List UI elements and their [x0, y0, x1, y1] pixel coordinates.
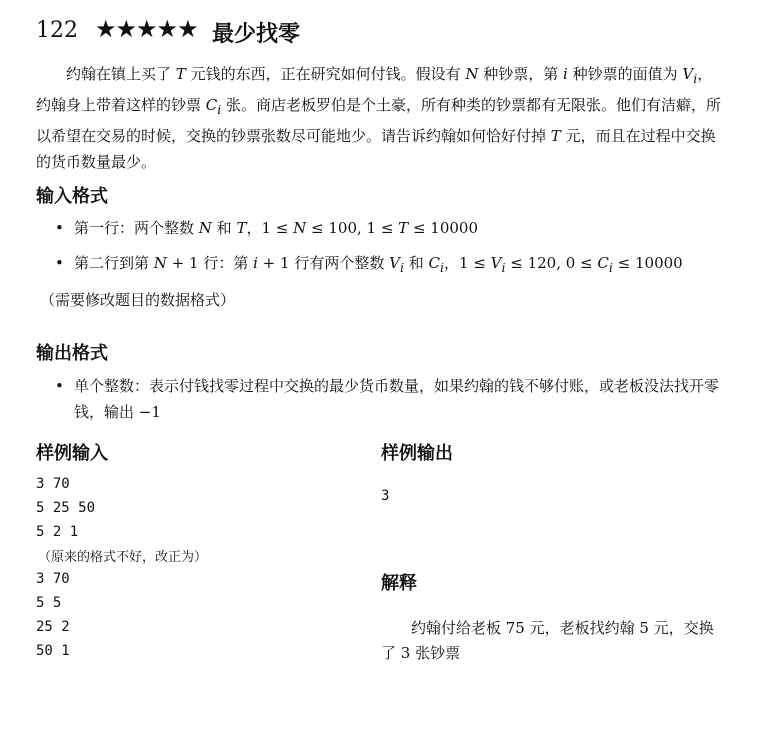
- explanation-text: 约翰付给老板 75 元，老板找约翰 5 元，交换了 3 张钞票: [381, 619, 714, 662]
- problem-description: 约翰在镇上买了 T 元钱的东西，正在研究如何付钱。假设有 N 种钞票，第 i 种钞票的面值为 $V_i$，约翰身上带着这样的钞票 $C_i$ 张。商店老板罗伯是个土豪，所有种类的钞票都有无限张。他们有洁癖，所以希望在交易的时候，交换的钞票张数尽可能地少。请告诉约翰如何恰好付掉 T 元，而且在过程中交换的货币数量最少。: [36, 65, 722, 171]
- sample-input-line: 5 2 1: [36, 524, 79, 540]
- output-format-heading: 输出格式: [36, 343, 108, 364]
- sample-output-heading: 样例输出: [381, 443, 453, 464]
- corrected-input-line: 50 1: [36, 643, 70, 659]
- sample-input-line: 3 70: [36, 476, 70, 492]
- sample-output-value: 3: [381, 488, 390, 504]
- explanation-heading: 解释: [381, 573, 417, 594]
- input-format-heading: 输入格式: [36, 186, 108, 207]
- sample-input-heading: 样例输入: [36, 443, 108, 464]
- problem-number: 122: [36, 18, 78, 43]
- problem-title: 最少找零: [212, 22, 301, 47]
- problem-page: 122 ★★★★★ 最少找零 约翰在镇上买了 T 元钱的东西，正在研究如何付钱。假设有 N 种钞票，第 i 种钞票的面值为 $V_i$，约翰身上带着这样的钞票 $C_i$ 张。商店老板罗伯是个土豪，所有种类的钞票都有无限张。他们有洁癖，所以希望在交易的时候，交换的钞票张数尽可能地少。请告诉约翰如何恰好付掉 T 元，而且在过程中交换的货币数量最少。 输入格式 • 第一行：两个整数 N 和 T，1 ≤ N ≤ 100, 1 ≤ T ≤ 10000 • 第二行到第 N + 1 行：第 i + 1 行有两个整数 $V_i$ 和 $C_i$，$1 \le V_i \le 120$, $0 \le C_i \le 10000$ （需要修改题目的数据格式） 输出格式 • 单个整数：表示付钱找零过程中交换的最少货币数量，如果约翰的钱不够付账，或老板没法找开零钱，输出 −1 样例输入 样例输出 3 70 5 25 50 5 2 1 （原来的格式不好，改正为） 3 70 5 5 25 2 50 1 3 解释 约翰付给老板 75 元，老板找约翰 5 元，交换了 3 张钞票: [0, 0, 771, 740]
- sample-input-line: 5 25 50: [36, 500, 96, 516]
- corrected-input-line: 5 5: [36, 595, 62, 611]
- format-note: （需要修改题目的数据格式）: [40, 291, 236, 309]
- sample-input-note: （原来的格式不好，改正为）: [38, 550, 208, 565]
- difficulty-stars-icon: ★★★★★: [95, 15, 198, 43]
- corrected-input-line: 3 70: [36, 571, 70, 587]
- corrected-input-line: 25 2: [36, 619, 70, 635]
